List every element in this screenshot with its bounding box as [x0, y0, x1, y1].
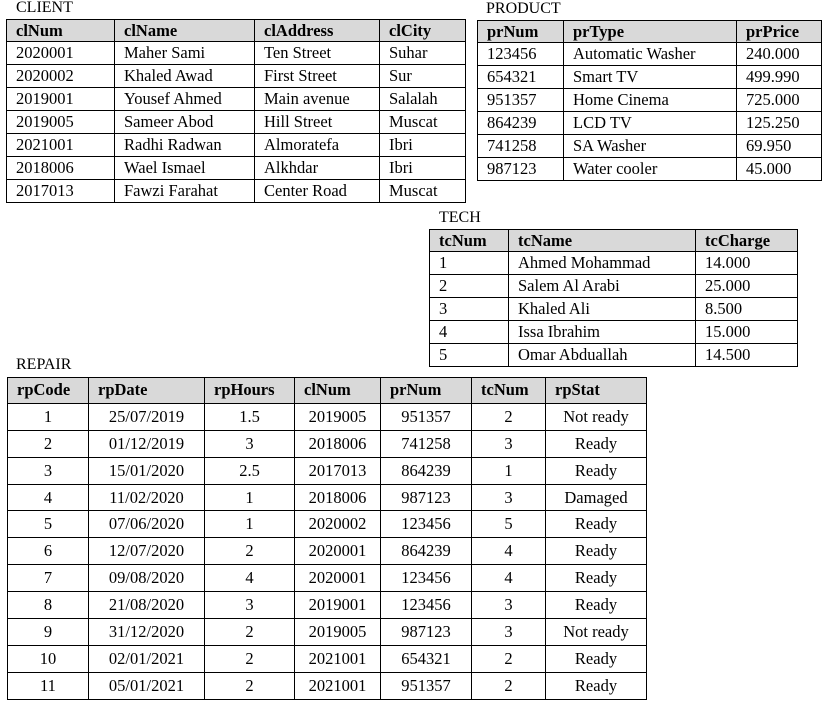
- repair-cell: 21/08/2020: [89, 592, 205, 619]
- product-cell: 654321: [478, 66, 564, 89]
- client-column-header: clNum: [7, 20, 115, 42]
- repair-cell: Damaged: [546, 484, 647, 511]
- repair-cell: 3: [472, 619, 546, 646]
- repair-cell: 2021001: [295, 645, 381, 672]
- repair-cell: 9: [8, 619, 89, 646]
- tech-header-row: [430, 230, 798, 252]
- repair-cell: Ready: [546, 645, 647, 672]
- tech-cell: 15.000: [696, 321, 798, 344]
- repair-cell: 2019005: [295, 403, 381, 430]
- product-cell: 45.000: [737, 158, 822, 181]
- repair-cell: 3: [205, 592, 295, 619]
- repair-table-row: [8, 619, 647, 646]
- repair-column-header: tcNum: [472, 378, 546, 404]
- client-cell: Salalah: [380, 88, 466, 111]
- repair-table-row: [8, 403, 647, 430]
- repair-cell: 11/02/2020: [89, 484, 205, 511]
- repair-cell: Ready: [546, 672, 647, 699]
- repair-cell: 2018006: [295, 484, 381, 511]
- tech-cell: 14.500: [696, 344, 798, 367]
- client-column-header: clName: [115, 20, 255, 42]
- client-cell: First Street: [255, 65, 380, 88]
- repair-cell: 5: [472, 511, 546, 538]
- repair-cell: 4: [472, 538, 546, 565]
- product-table-row: [478, 66, 822, 89]
- repair-table-row: [8, 484, 647, 511]
- repair-cell: 1: [205, 484, 295, 511]
- repair-cell: 123456: [381, 565, 472, 592]
- client-table-row: [7, 42, 466, 65]
- repair-cell: 987123: [381, 619, 472, 646]
- repair-cell: Not ready: [546, 619, 647, 646]
- repair-column-header: rpHours: [205, 378, 295, 404]
- product-cell: 240.000: [737, 43, 822, 66]
- repair-cell: 4: [472, 565, 546, 592]
- client-table-row: [7, 111, 466, 134]
- product-table-row: [478, 89, 822, 112]
- repair-column-header: clNum: [295, 378, 381, 404]
- product-cell: 987123: [478, 158, 564, 181]
- repair-cell: 2: [205, 645, 295, 672]
- client-cell: Ibri: [380, 134, 466, 157]
- client-cell: Maher Sami: [115, 42, 255, 65]
- repair-table: [7, 377, 647, 700]
- repair-cell: 987123: [381, 484, 472, 511]
- tech-table-row: [430, 252, 798, 275]
- product-table: [477, 20, 822, 181]
- client-cell: Wael Ismael: [115, 157, 255, 180]
- client-cell: Ten Street: [255, 42, 380, 65]
- repair-cell: 2021001: [295, 672, 381, 699]
- repair-cell: 10: [8, 645, 89, 672]
- product-table-row: [478, 158, 822, 181]
- repair-table-row: [8, 538, 647, 565]
- product-table-row: [478, 43, 822, 66]
- repair-cell: 1.5: [205, 403, 295, 430]
- client-cell: Hill Street: [255, 111, 380, 134]
- repair-cell: 6: [8, 538, 89, 565]
- client-cell: 2017013: [7, 180, 115, 203]
- client-cell: Suhar: [380, 42, 466, 65]
- repair-cell: 2: [472, 403, 546, 430]
- repair-cell: Not ready: [546, 403, 647, 430]
- tech-cell: Khaled Ali: [509, 298, 696, 321]
- repair-cell: 01/12/2019: [89, 430, 205, 457]
- repair-cell: 2019005: [295, 619, 381, 646]
- repair-cell: 25/07/2019: [89, 403, 205, 430]
- product-cell: 951357: [478, 89, 564, 112]
- repair-table-row: [8, 511, 647, 538]
- repair-cell: Ready: [546, 511, 647, 538]
- repair-cell: 2: [205, 619, 295, 646]
- client-cell: Fawzi Farahat: [115, 180, 255, 203]
- repair-cell: 2: [472, 672, 546, 699]
- product-cell: 725.000: [737, 89, 822, 112]
- tech-table-row: [430, 298, 798, 321]
- product-cell: Smart TV: [564, 66, 737, 89]
- repair-cell: 2017013: [295, 457, 381, 484]
- repair-cell: 3: [472, 592, 546, 619]
- product-cell: Automatic Washer: [564, 43, 737, 66]
- client-table-row: [7, 157, 466, 180]
- client-caption: CLIENT: [16, 0, 73, 16]
- tech-cell: 4: [430, 321, 509, 344]
- product-table-row: [478, 135, 822, 158]
- client-cell: Ibri: [380, 157, 466, 180]
- repair-column-header: rpCode: [8, 378, 89, 404]
- client-cell: 2021001: [7, 134, 115, 157]
- tech-table-row: [430, 321, 798, 344]
- repair-cell: 12/07/2020: [89, 538, 205, 565]
- client-cell: Sameer Abod: [115, 111, 255, 134]
- repair-cell: 654321: [381, 645, 472, 672]
- repair-table-row: [8, 672, 647, 699]
- client-cell: Almoratefa: [255, 134, 380, 157]
- repair-cell: 3: [472, 484, 546, 511]
- repair-cell: 1: [472, 457, 546, 484]
- repair-cell: 3: [205, 430, 295, 457]
- repair-cell: 1: [8, 403, 89, 430]
- repair-cell: 951357: [381, 403, 472, 430]
- tech-cell: 1: [430, 252, 509, 275]
- client-cell: Muscat: [380, 111, 466, 134]
- tech-table-row: [430, 344, 798, 367]
- tech-cell: Omar Abduallah: [509, 344, 696, 367]
- repair-cell: 864239: [381, 457, 472, 484]
- repair-cell: 2: [8, 430, 89, 457]
- repair-cell: 02/01/2021: [89, 645, 205, 672]
- product-caption: PRODUCT: [486, 0, 561, 17]
- repair-table-row: [8, 430, 647, 457]
- repair-cell: 2: [205, 538, 295, 565]
- repair-cell: 123456: [381, 592, 472, 619]
- product-table-row: [478, 112, 822, 135]
- product-cell: LCD TV: [564, 112, 737, 135]
- repair-cell: 15/01/2020: [89, 457, 205, 484]
- repair-cell: 2019001: [295, 592, 381, 619]
- repair-cell: 31/12/2020: [89, 619, 205, 646]
- repair-cell: 3: [8, 457, 89, 484]
- client-table-row: [7, 65, 466, 88]
- product-cell: 69.950: [737, 135, 822, 158]
- client-table: [6, 19, 466, 203]
- tech-cell: 3: [430, 298, 509, 321]
- repair-table-row: [8, 645, 647, 672]
- repair-cell: 2020001: [295, 538, 381, 565]
- client-column-header: clAddress: [255, 20, 380, 42]
- tech-table: [429, 229, 798, 367]
- repair-table-row: [8, 592, 647, 619]
- repair-cell: 09/08/2020: [89, 565, 205, 592]
- tech-table-row: [430, 275, 798, 298]
- client-cell: Center Road: [255, 180, 380, 203]
- repair-cell: 11: [8, 672, 89, 699]
- client-cell: Yousef Ahmed: [115, 88, 255, 111]
- repair-cell: Ready: [546, 538, 647, 565]
- repair-cell: 2: [472, 645, 546, 672]
- client-cell: Khaled Awad: [115, 65, 255, 88]
- client-cell: Sur: [380, 65, 466, 88]
- repair-cell: 2.5: [205, 457, 295, 484]
- repair-caption: REPAIR: [16, 356, 72, 373]
- repair-cell: 5: [8, 511, 89, 538]
- product-cell: 741258: [478, 135, 564, 158]
- tech-cell: 2: [430, 275, 509, 298]
- repair-cell: 123456: [381, 511, 472, 538]
- client-cell: Main avenue: [255, 88, 380, 111]
- product-cell: Home Cinema: [564, 89, 737, 112]
- tech-cell: 25.000: [696, 275, 798, 298]
- tech-cell: 8.500: [696, 298, 798, 321]
- repair-cell: Ready: [546, 592, 647, 619]
- repair-cell: Ready: [546, 430, 647, 457]
- repair-cell: 2020001: [295, 565, 381, 592]
- client-cell: Muscat: [380, 180, 466, 203]
- tech-column-header: tcName: [509, 230, 696, 252]
- repair-cell: 2020002: [295, 511, 381, 538]
- repair-cell: 951357: [381, 672, 472, 699]
- client-cell: 2018006: [7, 157, 115, 180]
- product-cell: 499.990: [737, 66, 822, 89]
- tech-column-header: tcCharge: [696, 230, 798, 252]
- tech-cell: Ahmed Mohammad: [509, 252, 696, 275]
- repair-table-row: [8, 565, 647, 592]
- repair-cell: 1: [205, 511, 295, 538]
- tech-column-header: tcNum: [430, 230, 509, 252]
- product-cell: 125.250: [737, 112, 822, 135]
- tech-cell: 14.000: [696, 252, 798, 275]
- repair-table-row: [8, 457, 647, 484]
- repair-cell: 05/01/2021: [89, 672, 205, 699]
- repair-column-header: rpStat: [546, 378, 647, 404]
- repair-column-header: prNum: [381, 378, 472, 404]
- tech-cell: 5: [430, 344, 509, 367]
- repair-cell: 2: [205, 672, 295, 699]
- repair-column-header: rpDate: [89, 378, 205, 404]
- repair-header-row: [8, 378, 647, 404]
- repair-cell: 3: [472, 430, 546, 457]
- repair-cell: 7: [8, 565, 89, 592]
- client-table-row: [7, 180, 466, 203]
- tech-cell: Issa Ibrahim: [509, 321, 696, 344]
- tech-cell: Salem Al Arabi: [509, 275, 696, 298]
- client-cell: 2020001: [7, 42, 115, 65]
- repair-cell: 864239: [381, 538, 472, 565]
- repair-cell: 741258: [381, 430, 472, 457]
- client-cell: 2019001: [7, 88, 115, 111]
- repair-cell: 07/06/2020: [89, 511, 205, 538]
- product-cell: 864239: [478, 112, 564, 135]
- product-cell: SA Washer: [564, 135, 737, 158]
- product-cell: 123456: [478, 43, 564, 66]
- tech-caption: TECH: [439, 209, 481, 226]
- product-column-header: prPrice: [737, 21, 822, 43]
- repair-cell: 2018006: [295, 430, 381, 457]
- product-cell: Water cooler: [564, 158, 737, 181]
- product-column-header: prNum: [478, 21, 564, 43]
- client-column-header: clCity: [380, 20, 466, 42]
- client-cell: Radhi Radwan: [115, 134, 255, 157]
- repair-cell: Ready: [546, 457, 647, 484]
- client-cell: 2019005: [7, 111, 115, 134]
- client-cell: Alkhdar: [255, 157, 380, 180]
- repair-cell: 4: [8, 484, 89, 511]
- product-column-header: prType: [564, 21, 737, 43]
- client-table-row: [7, 134, 466, 157]
- client-header-row: [7, 20, 466, 42]
- client-cell: 2020002: [7, 65, 115, 88]
- repair-cell: 8: [8, 592, 89, 619]
- client-table-row: [7, 88, 466, 111]
- repair-cell: Ready: [546, 565, 647, 592]
- repair-cell: 4: [205, 565, 295, 592]
- product-header-row: [478, 21, 822, 43]
